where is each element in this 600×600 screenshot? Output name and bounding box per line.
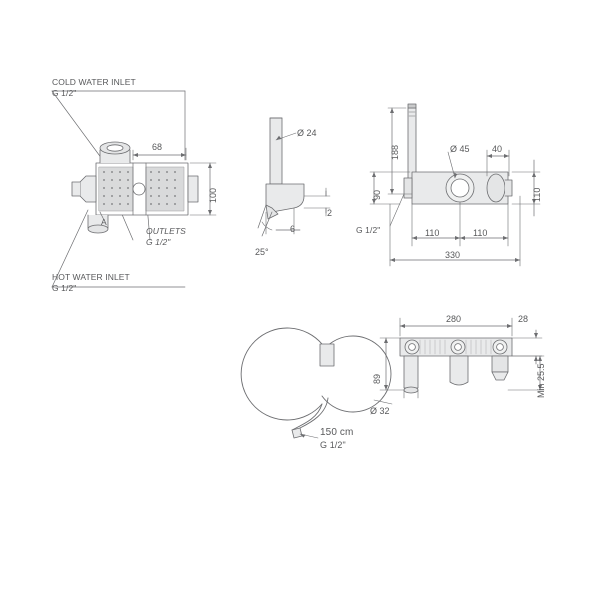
callout-outlets-line1: OUTLETS xyxy=(146,226,186,236)
dim-188: 188 xyxy=(390,144,400,160)
dim-min-25-5: Min 25.5 xyxy=(536,363,546,398)
label-thread-g12-right: G 1/2" xyxy=(356,225,381,235)
dim-diam-24: Ø 24 xyxy=(297,128,317,138)
callout-hose-length: 150 cm xyxy=(320,427,354,438)
dim-68: 68 xyxy=(152,142,163,152)
view-outlet-assembly xyxy=(370,104,540,266)
dim-diam-45: Ø 45 xyxy=(450,144,470,154)
dim-diam-32: Ø 32 xyxy=(370,406,390,416)
dim-110-left: 110 xyxy=(425,228,440,238)
dim-100: 100 xyxy=(208,187,218,203)
dim-330: 330 xyxy=(445,250,461,260)
view-handle-side xyxy=(258,118,333,236)
dim-110-right: 110 xyxy=(473,228,488,238)
callout-hot-water-inlet-line2: G 1/2" xyxy=(52,283,77,293)
dim-28: 28 xyxy=(518,314,529,324)
dim-2: 2 xyxy=(327,208,333,218)
dim-40: 40 xyxy=(492,144,503,154)
dim-90: 90 xyxy=(372,189,382,200)
view-valve-body xyxy=(52,88,216,287)
dim-89: 89 xyxy=(372,373,382,384)
callout-section-marker-a: A xyxy=(101,217,107,227)
dim-280: 280 xyxy=(446,314,462,324)
dim-25-degrees: 25° xyxy=(255,247,269,257)
callout-hose-thread: G 1/2" xyxy=(320,440,346,450)
callout-outlets-line2: G 1/2" xyxy=(146,237,171,247)
callout-cold-water-inlet-line2: G 1/2" xyxy=(52,88,77,98)
dim-110-vertical: 110 xyxy=(532,187,542,202)
view-wall-plate xyxy=(380,318,544,398)
view-shower-hose xyxy=(241,328,392,438)
callout-cold-water-inlet-line1: COLD WATER INLET xyxy=(52,77,136,87)
dim-6: 6 xyxy=(290,224,296,234)
callout-hot-water-inlet-line1: HOT WATER INLET xyxy=(52,272,130,282)
